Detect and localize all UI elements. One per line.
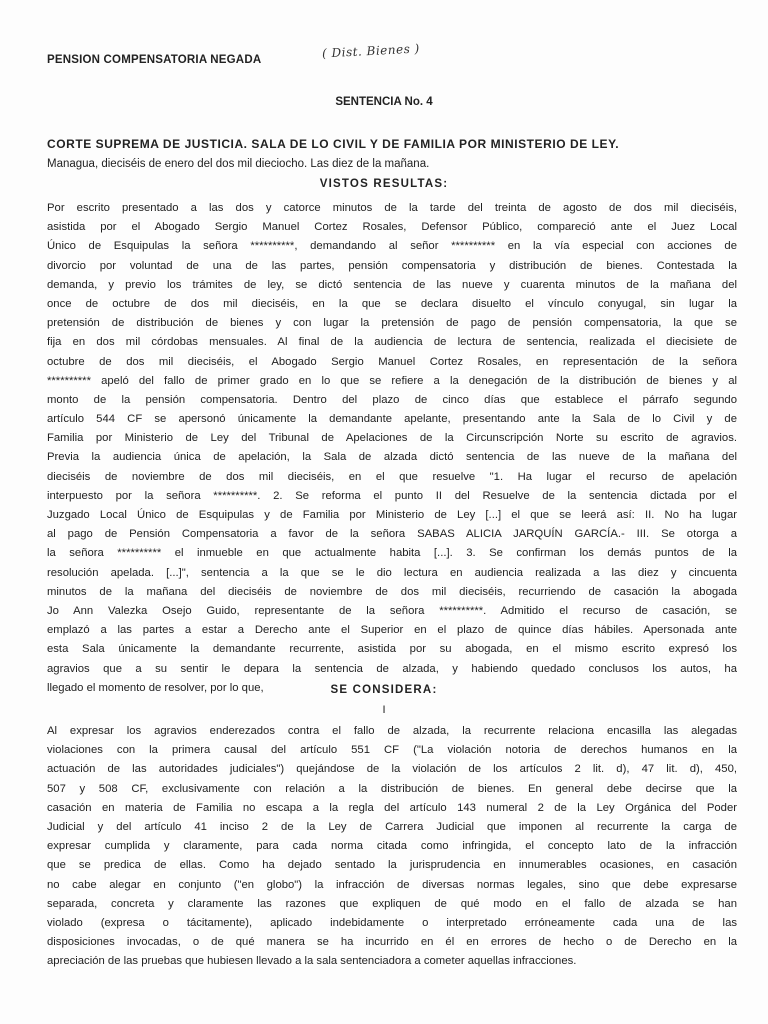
text-line: asistida por el Abogado Sergio Manuel Cortez Rosales, Defensor Público, compareció ante el Juez Local — [47, 221, 737, 234]
text-line: violado (expresa o tácitamente), aplicado indebidamente o interpretado erróneamente cada una de las — [47, 916, 737, 929]
text-line: monto de la pensión compensatoria. Dentro del plazo de cinco días que establece el párrafo segundo — [47, 393, 737, 406]
text-line: demanda, y previo los trámites de ley, se dictó sentencia de las nueve y cuarenta minutos de la mañana del — [47, 278, 737, 291]
sentence-number: SENTENCIA No. 4 — [335, 96, 433, 108]
text-line: Al expresar los agravios enderezados contra el fallo de alzada, la recurrente relaciona encasilla las alegadas — [47, 725, 737, 737]
vistos-resultas-paragraph — [47, 199, 737, 698]
text-line: actuación de las autoridades judiciales") quejándose de la violación de los artículos 2 lit. d), 47 lit. d), 450, — [47, 763, 737, 776]
place-date: Managua, dieciséis de enero del dos mil dieciocho. Las diez de la mañana. — [47, 158, 430, 170]
text-line: artículo 544 CF se apersonó únicamente la demandante apelante, presentando ante la Sala de lo Civil y de — [47, 413, 737, 426]
text-line: Previa la audiencia única de apelación, la Sala de alzada dictó sentencia de las nueve de la mañana del — [47, 451, 737, 464]
text-line: minutos de la mañana del dieciséis de noviembre de dos mil dieciséis, recurriendo de casación la abogada — [47, 585, 737, 598]
court-heading: CORTE SUPREMA DE JUSTICIA. SALA DE LO CIVIL Y DE FAMILIA POR MINISTERIO DE LEY. — [47, 137, 620, 151]
text-line: Judicial y del artículo 41 inciso 2 de la Ley de Carrera Judicial que imponen al recurrente la carga de — [47, 820, 737, 833]
text-line: disposiciones invocadas, o de qué manera se ha incurrido en él en errores de hecho o de Derecho en la — [47, 936, 737, 949]
text-line: apreciación de las pruebas que hubiesen llevado a la sala sentenciadora a cometer aquellas infracciones. — [47, 955, 577, 968]
vistos-resultas-title: VISTOS RESULTAS: — [319, 178, 449, 190]
text-line: pretensión de distribución de bienes y con lugar la pretensión de pago de pensión compensatoria, la que se — [47, 317, 737, 330]
text-line: Por escrito presentado a las dos y catorce minutos de la tarde del treinta de agosto de dos mil dieciséis, — [47, 202, 737, 214]
text-line: emplazó a las partes a estar a Derecho ante el Superior en el plazo de quince días hábiles. Apersonada ante — [47, 624, 737, 637]
text-line: Familia por Ministerio de Ley del Tribunal de Apelaciones de la Circunscripción Norte su escrito de agravios. — [47, 432, 737, 445]
text-line: la señora ********** el inmueble en que actualmente habita [...]. 3. Se confirman los demás puntos de la — [47, 547, 737, 560]
document-type-heading: PENSION COMPENSATORIA NEGADA — [47, 54, 262, 66]
text-line: separada, concreta y claramente las razones que expliquen de qué modo en el fallo de alzada se han — [47, 897, 737, 910]
text-line: divorcio por voluntad de una de las partes, pensión compensatoria y distribución de bienes. Contestada la — [47, 259, 737, 272]
section-roman-numeral: I — [382, 704, 386, 716]
text-line: Jo Ann Valezka Osejo Guido, representante de la señora **********. Admitido el recurso de casación, se — [47, 604, 737, 617]
text-line: esta Sala únicamente la demandante recurrente, asistida por su abogada, en el mismo escrito expresó los — [47, 643, 737, 656]
text-line: ********** apeló del fallo de primer grado en lo que se refiere a la denegación de la distribución de bienes y al — [47, 374, 737, 387]
text-line: octubre de dos mil dieciséis, el Abogado Sergio Manuel Cortez Rosales, en representación de la señora — [47, 355, 737, 368]
text-line: fija en dos mil córdobas mensuales. Al final de la audiencia de lectura de sentencia, realizada el diecisiete de — [47, 336, 737, 349]
text-line: no cabe alegar en conjunto ("en globo") la infracción de diversas normas legales, sino que debe expresarse — [47, 878, 737, 891]
text-line: Juzgado Local Único de Esquipulas y de Familia por Ministerio de Ley [...] el que se leerá así: II. No ha lugar — [47, 509, 737, 521]
text-line: dieciséis de noviembre de dos mil dieciséis, en el que resuelve "1. Ha lugar el recurso de apelación — [47, 470, 737, 483]
text-line: Único de Esquipulas la señora **********, demandando al señor ********** en la vía especial con acciones de — [47, 240, 737, 253]
text-line: agravios que a su sentir le depara la sentencia de alzada, y habiendo quedado conclusos los autos, ha — [47, 662, 737, 675]
text-line: expresar cumplida y claramente, para cada norma citada como infringida, el concepto lato de la infracción — [47, 840, 737, 853]
text-line: interpuesto por la señora **********. 2. Se reforma el punto II del Resuelve de la sentencia dictada por el — [47, 489, 737, 502]
text-line: casación en materia de Familia no escapa a la regla del artículo 143 numeral 2 de la Ley Orgánica del Poder — [47, 801, 737, 814]
text-line: llegado el momento de resolver, por lo que, — [47, 681, 264, 694]
text-line: al pago de Pensión Compensatoria a favor de la señora SABAS ALICIA JARQUÍN GARCÍA.- III. Se otorga a — [47, 528, 737, 541]
se-considera-paragraph — [47, 722, 737, 971]
handwritten-note: ( Dist. Bienes ) — [321, 41, 421, 61]
text-line: once de octubre de dos mil dieciséis, en la que se declara disuelto el vínculo conyugal, sin lugar la — [47, 297, 737, 310]
text-line: violaciones con la primera causal del artículo 551 CF ("La violación notoria de derechos humanos en la — [47, 744, 737, 757]
text-line: resolución apelada. [...]", sentencia a la que se le dio lectura en audiencia realizada a las diez y cincuenta — [47, 566, 737, 579]
text-line: 507 y 508 CF, exclusivamente con relación a la distribución de bienes. En general debe decirse que la — [47, 782, 737, 795]
text-line: que se predica de ellas. Como ha dejado sentado la jurisprudencia en innumerables ocasiones, en casación — [47, 859, 737, 872]
se-considera-title: SE CONSIDERA: — [330, 684, 438, 696]
